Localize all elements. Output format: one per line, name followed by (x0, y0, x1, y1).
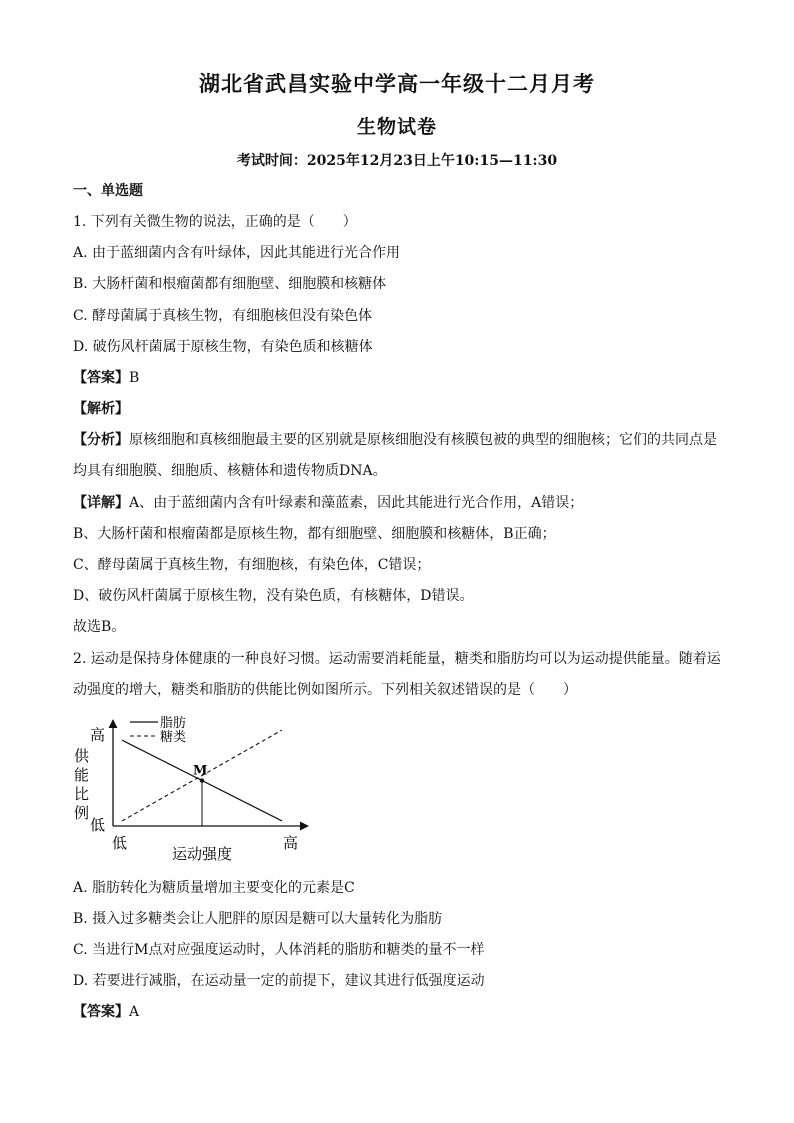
q1-stem: 1. 下列有关微生物的说法，正确的是（ ） (73, 214, 357, 230)
q1-option-d: D. 破伤风杆菌属于原核生物，有染色质和核糖体 (73, 339, 373, 355)
exam-time: 考试时间：2025年12月23日上午10:15—11:30 (236, 153, 558, 169)
q2-option-b: B. 摄入过多糖类会让人肥胖的原因是糖可以大量转化为脂肪 (73, 911, 443, 927)
q1-detail-b: B、大肠杆菌和根瘤菌都是原核生物，都有细胞壁、细胞膜和核糖体，B正确； (73, 526, 556, 542)
exam-title: 湖北省武昌实验中学高一年级十二月月考 (199, 71, 595, 96)
y-axis-label-1: 供 (74, 747, 90, 765)
q2-stem: 2. 运动是保持身体健康的一种良好习惯。运动需要消耗能量，糖类和脂肪均可以为运动提供能量。随着运 (73, 651, 721, 667)
q1-option-b: B. 大肠杆菌和根瘤菌都有细胞壁、细胞膜和核糖体 (73, 276, 387, 292)
q1-option-c: C. 酵母菌属于真核生物，有细胞核但没有染色体 (73, 308, 373, 324)
q1-option-a: A. 由于蓝细菌内含有叶绿体，因此其能进行光合作用 (73, 245, 401, 261)
y-low-label: 低 (90, 816, 106, 834)
answer-tag: 【答案】 (73, 1004, 129, 1020)
y-axis-label-4: 例 (74, 804, 90, 822)
y-axis-label-3: 比 (74, 785, 90, 803)
q2-option-c: C. 当进行M点对应强度运动时，人体消耗的脂肪和糖类的量不一样 (73, 942, 485, 958)
q2-answer (73, 1002, 139, 1022)
q2-option-a: A. 脂肪转化为糖质量增加主要变化的元素是C (73, 880, 355, 896)
exam-subtitle: 生物试卷 (356, 116, 437, 138)
x-low-label: 低 (112, 834, 128, 852)
m-point-label: M (193, 763, 208, 779)
q1-detail-d: D、破伤风杆菌属于原核生物，没有染色质，有核糖体，D错误。 (73, 588, 474, 604)
section-heading: 一、单选题 (73, 183, 143, 199)
q2-option-d: D. 若要进行减脂，在运动量一定的前提下，建议其进行低强度运动 (73, 973, 485, 989)
q1-analysis-tag: 【解析】 (73, 401, 129, 417)
answer-value: B (129, 370, 140, 386)
detail-tag: 【详解】 (73, 495, 129, 511)
answer-value: A (129, 1004, 140, 1020)
x-high-label: 高 (283, 834, 299, 852)
legend-fat-label: 脂肪 (160, 716, 187, 731)
fenxi-tag: 【分析】 (73, 432, 129, 448)
q1-detail-c: C、酵母菌属于真核生物，有细胞核，有染色体，C错误； (73, 557, 431, 573)
q1-fenxi-cont: 均具有细胞膜、细胞质、核糖体和遗传物质DNA。 (73, 463, 387, 479)
q2-stem-cont: 动强度的增大，糖类和脂肪的供能比例如图所示。下列相关叙述错误的是（ ） (73, 682, 577, 698)
detail-text: A、由于蓝细菌内含有叶绿素和藻蓝素，因此其能进行光合作用，A错误； (129, 495, 584, 511)
m-point (200, 778, 204, 782)
q1-conclusion: 故选B。 (73, 619, 126, 635)
legend-sugar-label: 糖类 (160, 730, 187, 745)
y-high-label: 高 (90, 726, 106, 744)
x-axis-label: 运动强度 (172, 845, 233, 863)
y-axis-label-2: 能 (74, 766, 90, 784)
answer-tag: 【答案】 (73, 370, 129, 386)
fenxi-text: 原核细胞和真核细胞最主要的区别就是原核细胞没有核膜包被的典型的细胞核；它们的共同点是 (129, 432, 717, 448)
